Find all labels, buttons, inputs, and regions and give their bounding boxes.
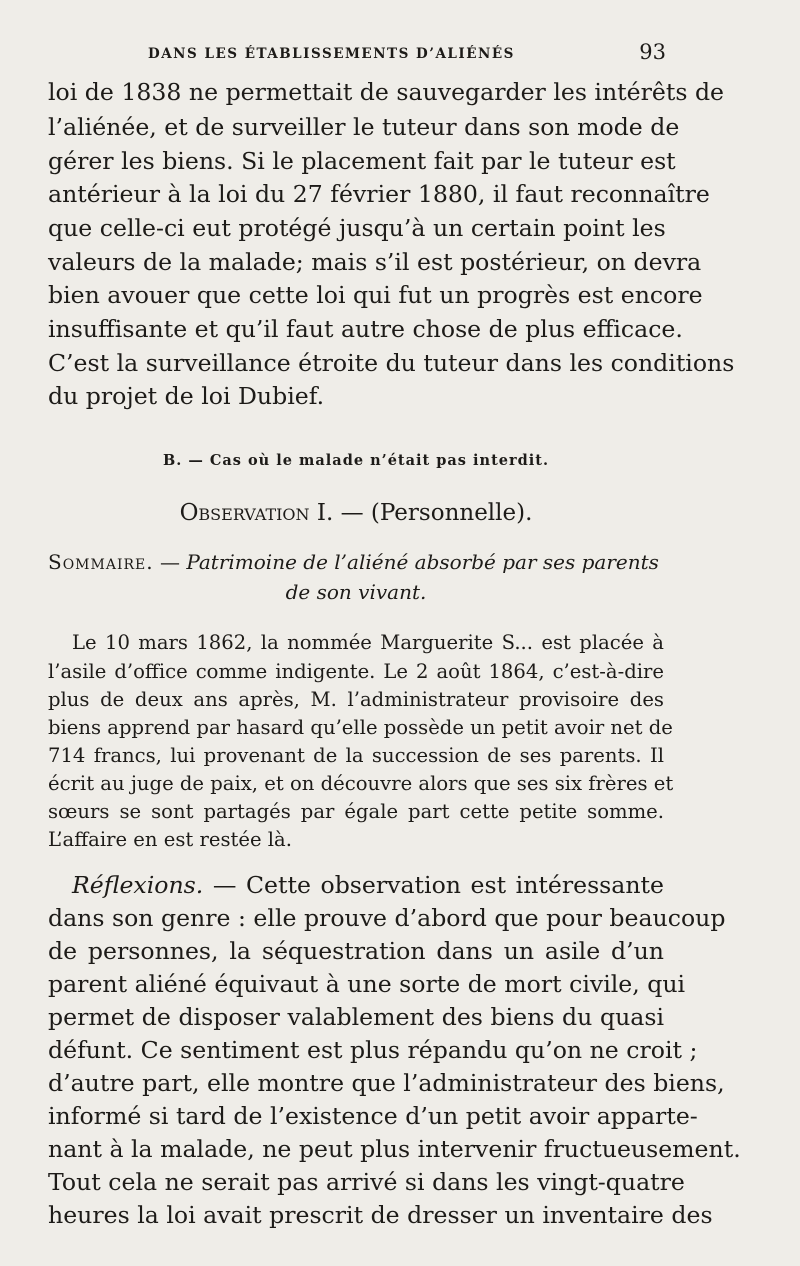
sommaire-text: Patrimoine de l’aliéné absorbé par ses parents — [186, 550, 659, 574]
paragraph-line: biens apprend par hasard qu’elle possède un petit avoir net de — [48, 716, 673, 739]
paragraph-line: antérieur à la loi du 27 février 1880, il faut reconnaître — [48, 180, 710, 208]
paragraph-line: 714 francs, lui provenant de la succession de ses parents. Il — [48, 744, 664, 767]
observation-heading — [48, 500, 664, 526]
paragraph-line: que celle-ci eut protégé jusqu’à un certain point les — [48, 214, 666, 242]
paragraph-line: défunt. Ce sentiment est plus répandu qu’on ne croit ; — [48, 1036, 698, 1064]
paragraph-line: parent aliéné équivaut à une sorte de mort civile, qui — [48, 970, 686, 998]
running-head — [48, 38, 666, 68]
reflexions-first-line — [72, 871, 664, 899]
section-heading: B. — Cas où le malade n’était pas interdit. — [162, 452, 550, 469]
paragraph-line: Tout cela ne serait pas arrivé si dans les vingt-quatre — [48, 1168, 685, 1196]
paragraph-line: heures la loi avait prescrit de dresser un inventaire des — [48, 1201, 713, 1229]
paragraph-line: C’est la surveillance étroite du tuteur dans les conditions — [48, 349, 735, 377]
paragraph-line: loi de 1838 ne permettait de sauvegarder les intérêts de — [48, 78, 725, 106]
paragraph-line: l’aliénée, et de surveiller le tuteur dans son mode de — [48, 113, 680, 141]
paragraph-line: informé si tard de l’existence d’un petit avoir apparte- — [48, 1102, 698, 1130]
reflexions-text: — Cette observation est intéressante — [203, 871, 664, 899]
paragraph-line: L’affaire en est restée là. — [48, 828, 292, 851]
paragraph-line: permet de disposer valablement des biens du quasi — [48, 1003, 664, 1031]
paragraph-line: Le 10 mars 1862, la nommée Marguerite S... est placée à — [72, 631, 664, 654]
running-title: DANS LES ÉTABLISSEMENTS D’ALIÉNÉS — [148, 46, 515, 62]
paragraph-line: dans son genre : elle prouve d’abord que pour beaucoup — [48, 904, 726, 932]
paragraph-line: sœurs se sont partagés par égale part cette petite somme. — [48, 800, 664, 823]
paragraph-line: plus de deux ans après, M. l’administrateur provisoire des — [48, 688, 664, 711]
paragraph-line: insuffisante et qu’il faut autre chose de plus efficace. — [48, 315, 683, 343]
paragraph-line: nant à la malade, ne peut plus intervenir fructueusement. — [48, 1135, 741, 1163]
sommaire-label: Sommaire. — [48, 550, 154, 574]
paragraph-line: d’autre part, elle montre que l’administrateur des biens, — [48, 1069, 725, 1097]
paragraph-line: valeurs de la malade; mais s’il est postérieur, on devra — [48, 248, 702, 276]
sommaire — [48, 550, 664, 574]
paragraph-line: de personnes, la séquestration dans un asile d’un — [48, 937, 664, 965]
observation-title: I. — (Personnelle). — [316, 500, 533, 526]
observation-label: Observation — [179, 500, 310, 526]
paragraph-line: écrit au juge de paix, et on découvre alors que ses six frères et — [48, 772, 674, 795]
reflexions-label: Réflexions. — [72, 871, 204, 899]
sommaire-continuation: de son vivant. — [285, 580, 427, 604]
sommaire-dash: — — [153, 550, 187, 574]
paragraph-line: l’asile d’office comme indigente. Le 2 août 1864, c’est-à-dire — [48, 660, 664, 683]
page-number: 93 — [639, 40, 666, 64]
paragraph-line: du projet de loi Dubief. — [48, 382, 325, 410]
paragraph-line: gérer les biens. Si le placement fait par le tuteur est — [48, 147, 676, 175]
paragraph-line: bien avouer que cette loi qui fut un progrès est encore — [48, 281, 703, 309]
